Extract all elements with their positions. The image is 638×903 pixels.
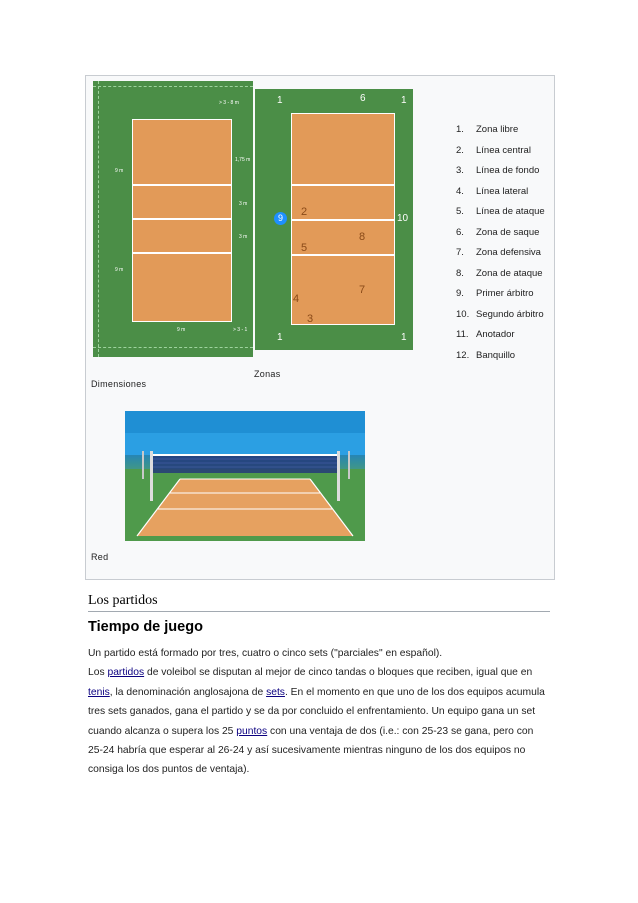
zone-label-1-top-left: 1 bbox=[277, 95, 283, 106]
legend-label: Anotador bbox=[476, 329, 515, 340]
caption-red: Red bbox=[91, 552, 109, 562]
zone-label-8: 8 bbox=[359, 231, 366, 243]
dim-height: 1,75 m bbox=[235, 157, 251, 163]
zone-label-5: 5 bbox=[301, 242, 308, 254]
legend-item bbox=[456, 325, 554, 345]
legend-item bbox=[456, 141, 554, 161]
legend-label: Línea de ataque bbox=[476, 206, 545, 217]
zone-label-1-bottom-left: 1 bbox=[277, 332, 283, 343]
dim-width: 9 m bbox=[177, 327, 186, 333]
free-zone-border-bottom bbox=[93, 347, 253, 348]
legend-label: Línea de fondo bbox=[476, 165, 540, 176]
link-puntos[interactable]: puntos bbox=[236, 725, 268, 737]
center-line bbox=[292, 219, 394, 221]
attack-line-lower bbox=[133, 252, 231, 254]
legend-label: Zona libre bbox=[476, 124, 519, 135]
legend-label: Zona de saque bbox=[476, 226, 540, 238]
legend-number: 3. bbox=[456, 165, 464, 176]
link-sets[interactable]: sets bbox=[266, 686, 285, 698]
legend-number: 6. bbox=[456, 226, 464, 238]
zone-label-3: 3 bbox=[307, 313, 314, 325]
dim-free-top: > 3 - 8 m bbox=[219, 100, 239, 106]
zone-label-7: 7 bbox=[359, 284, 366, 296]
legend-number: 2. bbox=[456, 144, 464, 156]
dim-attack-upper: 3 m bbox=[239, 201, 248, 207]
legend-label: Banquillo bbox=[476, 349, 516, 361]
legend-number: 5. bbox=[456, 206, 464, 217]
attack-line-lower bbox=[292, 254, 394, 256]
section-divider bbox=[88, 611, 550, 612]
legend-item bbox=[456, 223, 554, 243]
legend-number: 1. bbox=[456, 124, 464, 135]
paragraph-line-1: Un partido está formado por tres, cuatro o cinco sets ("parciales" en español). bbox=[88, 648, 443, 659]
legend-label: Línea central bbox=[476, 144, 531, 156]
legend-item bbox=[456, 284, 554, 304]
legend-number: 12. bbox=[456, 349, 470, 361]
paragraph-body bbox=[88, 663, 548, 779]
zonas-image[interactable] bbox=[255, 89, 413, 350]
legend-label: Primer árbitro bbox=[476, 288, 534, 299]
zone-label-6: 6 bbox=[360, 93, 366, 104]
court-top-view bbox=[132, 119, 232, 322]
subsection-title: Tiempo de juego bbox=[88, 619, 203, 635]
zone-label-10: 10 bbox=[397, 213, 409, 224]
free-zone-border-left bbox=[98, 81, 99, 357]
zone-label-2: 2 bbox=[301, 206, 308, 218]
legend-item bbox=[456, 120, 554, 140]
legend-label: Zona de ataque bbox=[476, 267, 543, 279]
legend-label: Línea lateral bbox=[476, 185, 529, 197]
caption-dimensiones: Dimensiones bbox=[91, 379, 147, 389]
legend-item bbox=[456, 243, 554, 263]
attack-line-upper bbox=[133, 184, 231, 186]
legend-label: Segundo árbitro bbox=[476, 308, 544, 320]
legend-number: 11. bbox=[456, 329, 469, 340]
text-run: , la denominación anglosajona de bbox=[109, 686, 267, 698]
link-tenis[interactable]: tenis bbox=[88, 686, 110, 698]
zone-label-1-top-right: 1 bbox=[401, 95, 407, 106]
net-scene bbox=[125, 411, 365, 541]
text-run: de voleibol se disputan al mejor de cinco tandas o bloques que reciben, igual que en bbox=[144, 667, 533, 679]
dim-depth-lower: 9 m bbox=[115, 267, 124, 273]
attack-line-upper bbox=[292, 184, 394, 186]
body-paragraph bbox=[88, 644, 548, 780]
legend-item bbox=[456, 264, 554, 284]
dim-attack-lower: 3 m bbox=[239, 234, 248, 240]
link-partidos[interactable]: partidos bbox=[107, 667, 145, 679]
legend-item bbox=[456, 182, 554, 202]
legend-number: 4. bbox=[456, 185, 464, 197]
red-net-image[interactable] bbox=[125, 411, 365, 541]
legend-item bbox=[456, 161, 554, 181]
caption-zonas: Zonas bbox=[254, 369, 281, 379]
legend-number: 8. bbox=[456, 267, 464, 279]
legend-number: 7. bbox=[456, 247, 464, 258]
dim-depth-upper: 9 m bbox=[115, 168, 124, 174]
free-zone-border-top bbox=[93, 86, 253, 87]
zone-label-4: 4 bbox=[293, 293, 300, 305]
legend-list bbox=[456, 120, 554, 366]
dimensiones-image[interactable] bbox=[93, 81, 253, 357]
legend-label: Zona defensiva bbox=[476, 247, 541, 258]
legend-item bbox=[456, 346, 554, 366]
text-run: con una ventaja de dos (i.e.: con 25-23 se gana, pero con 25-24 habría que esperar al 26-24 y así sucesivamente mientras ninguno de los dos equipos no consiga los dos puntos de ventaja). bbox=[88, 725, 534, 776]
legend-number: 9. bbox=[456, 288, 464, 299]
dim-free-side: > 3 - 1 bbox=[233, 327, 248, 333]
section-title: Los partidos bbox=[88, 593, 158, 608]
text-run: Los bbox=[88, 667, 108, 679]
text-run: . En el momento en que uno de los dos equipos acumula tres sets ganados, gana el partido y se da por concluido el enfrentamiento. Un equipo gana un set cuando alcanza o supera los 25 bbox=[88, 686, 545, 737]
zone-label-1-bottom-right: 1 bbox=[401, 332, 407, 343]
legend-number: 10. bbox=[456, 308, 470, 320]
court-zones bbox=[291, 113, 395, 325]
center-line bbox=[133, 218, 231, 220]
first-referee-marker: 9 bbox=[274, 212, 287, 225]
legend-item bbox=[456, 202, 554, 222]
legend-item bbox=[456, 305, 554, 325]
